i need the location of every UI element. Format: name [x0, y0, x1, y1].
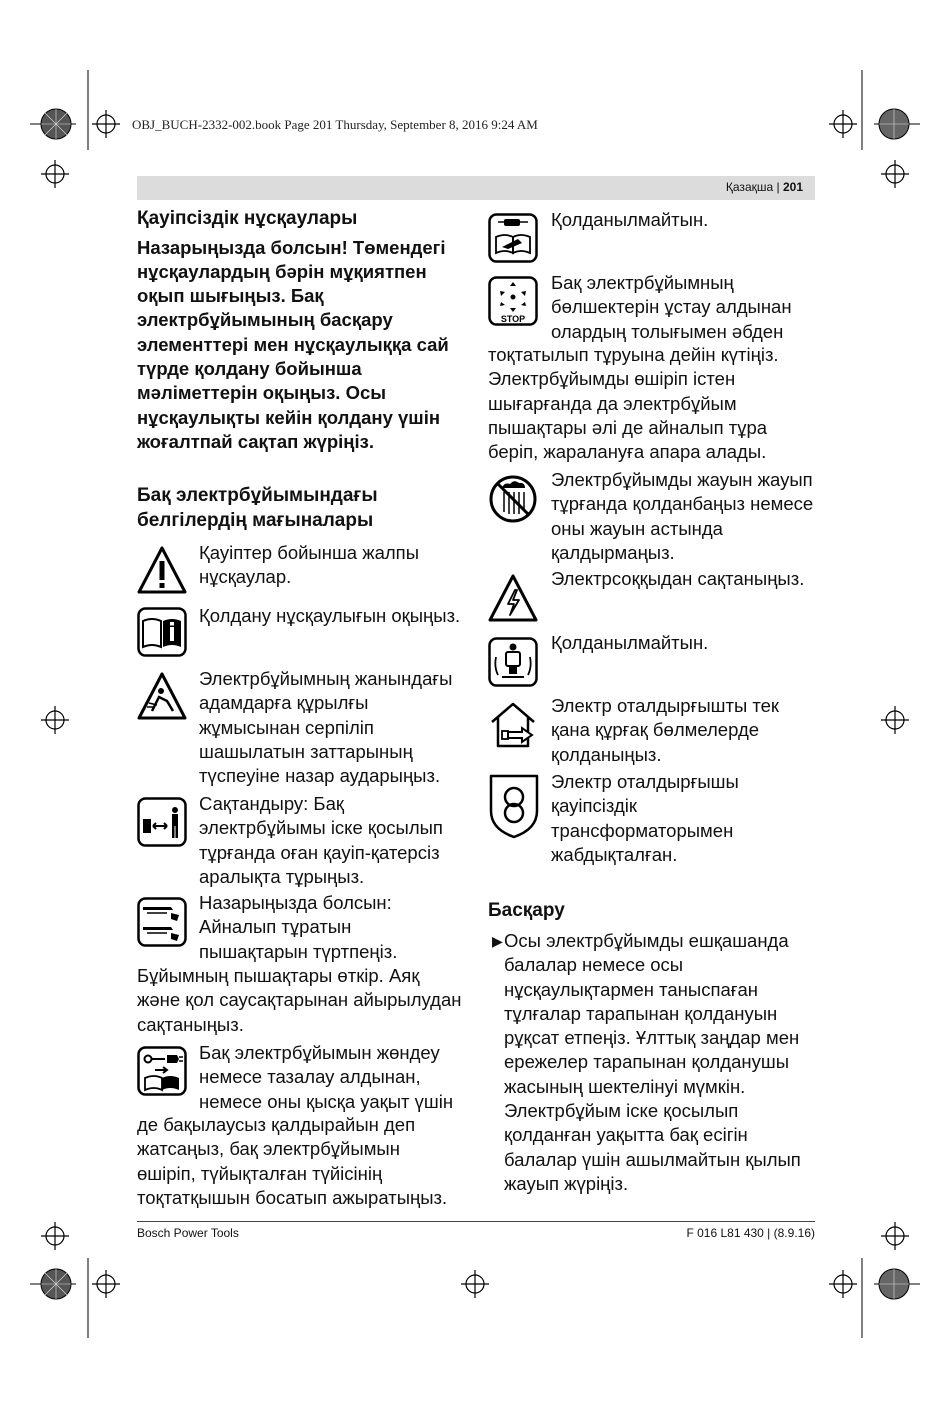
sym11-text: Қолданылмайтын.	[551, 632, 709, 653]
sym12-text: Электр оталдырғышты тек қана құрғақ бөлмелерде қолданыңыз.	[551, 695, 780, 765]
safety-intro: Назарыңызда болсын! Төмендегі нұсқаулардың бәрін мұқиятпен оқып шығыңыз. Бақ электрбұйымының басқару элементтері мен нұсқаулыққа сай түрде қолдану бойынша мәліметтерін оқыңыз. Осы нұсқаулықты кейін қолдану үшін жоғалтпай сақтап жүріңіз.	[137, 236, 449, 452]
sym3-text: Электрбұйымның жанындағы адамдарға құрылғы жұмысынан серпіліп шашылатын заттарының түспеуіне назар аударыңыз.	[199, 668, 453, 787]
left-column	[137, 207, 462, 533]
sym5-text-a: Назарыңызда болсын: Айналып тұратын пышақтарын түртпеңіз.	[199, 892, 398, 962]
sym10-text: Электрсоққыдан сақтаныңыз.	[551, 568, 805, 589]
sym8-text-a: Бақ электрбұйымның бөлшектерін ұстау алдынан олардың толығымен әбден	[551, 272, 792, 342]
operation-bullet: ▶	[492, 933, 503, 949]
footer-brand: Bosch Power Tools	[137, 1226, 239, 1240]
footer-doc-code: F 016 L81 430 | (8.9.16)	[686, 1226, 815, 1240]
sym7-text: Қолданылмайтын.	[551, 209, 709, 230]
operation-title: Басқару	[488, 900, 565, 921]
warning-triangle-icon	[137, 545, 187, 595]
sym5-text-b: Бұйымның пышақтары өткір. Аяқ және қол саусақтарынан айырылудан сақтаныңыз.	[137, 965, 462, 1035]
footer-rule	[137, 1221, 815, 1222]
sym4-text: Сақтандыру: Бақ электрбұйымы іске қосылып тұрғанда оған қауіп-қатерсіз аралықта тұрыңыз.	[199, 793, 443, 887]
operation-text: Осы электрбұйымды ешқашанда балалар немесе осы нұсқаулықтармен таныспаған тұлғалар тарапынан қолдануын рұқсат етпеңіз. Ұлттық заңдар мен ережелер тарапынан қолданушы жасының шектелінуі мүмкін. Электрбұйым іске қосылып қолданған уақытта бақ есігін балалар үшін ашылмайтын қылып жауып жүріңіз.	[504, 930, 801, 1194]
thrown-objects-warning-icon	[137, 671, 187, 721]
sym6-text-a: Бақ электрбұйымын жөндеу немесе тазалау алдынан, немесе оны қысқа уақыт үшін	[199, 1042, 454, 1112]
disconnect-plug-icon	[137, 1046, 187, 1096]
page-number: 201	[782, 180, 803, 194]
sym6-text-b: де бақылаусыз қалдырайын деп жатсаңыз, бақ электрбұйымын өшіріп, түйықталған түйісінің тоқтатқышын босатып ажыратыңыз.	[137, 1114, 448, 1208]
wait-stop-icon	[488, 276, 538, 326]
sym1-text: Қауіптер бойынша жалпы нұсқаулар.	[199, 542, 419, 588]
safety-title: Қауіпсіздік нұсқаулары	[137, 208, 358, 229]
read-manual-icon	[137, 607, 187, 657]
sym8-text-b: тоқтатылып тұруына дейін күтіңіз. Электрбұйымды өшіріп істен шығарғанда да электрбұйым пышақтары әлі де айналып тұра беріп, жаралануға апара алады.	[488, 344, 779, 463]
rotating-blades-icon	[137, 897, 187, 947]
safety-transformer-icon	[488, 773, 540, 839]
header-language: Қазақша	[725, 180, 774, 194]
safe-distance-icon	[137, 797, 187, 847]
indoor-use-house-icon	[488, 700, 538, 750]
sym2-text: Қолдану нұсқаулығын оқыңыз.	[199, 605, 461, 626]
not-applicable-person-icon	[488, 637, 538, 687]
symbols-title-2: белгілердің мағыналары	[137, 509, 374, 531]
symbols-title-1: Бақ электрбұйымындағы	[137, 485, 378, 507]
page-header: Қазақша | 201	[137, 176, 815, 200]
sym9-text: Электрбұйымды жауын жауып тұрғанда қолданбаңыз немесе оны жауын астында қалдырмаңыз.	[551, 469, 814, 563]
sym13-text: Электр оталдырғышы қауіпсіздік трансформаторымен жабдықталған.	[551, 771, 739, 865]
electric-shock-icon	[488, 573, 538, 623]
not-applicable-tool-icon	[488, 213, 538, 263]
no-rain-icon	[488, 474, 538, 524]
print-slug: OBJ_BUCH-2332-002.book Page 201 Thursday, September 8, 2016 9:24 AM	[132, 117, 538, 132]
svg-text:STOP: STOP	[500, 314, 526, 324]
